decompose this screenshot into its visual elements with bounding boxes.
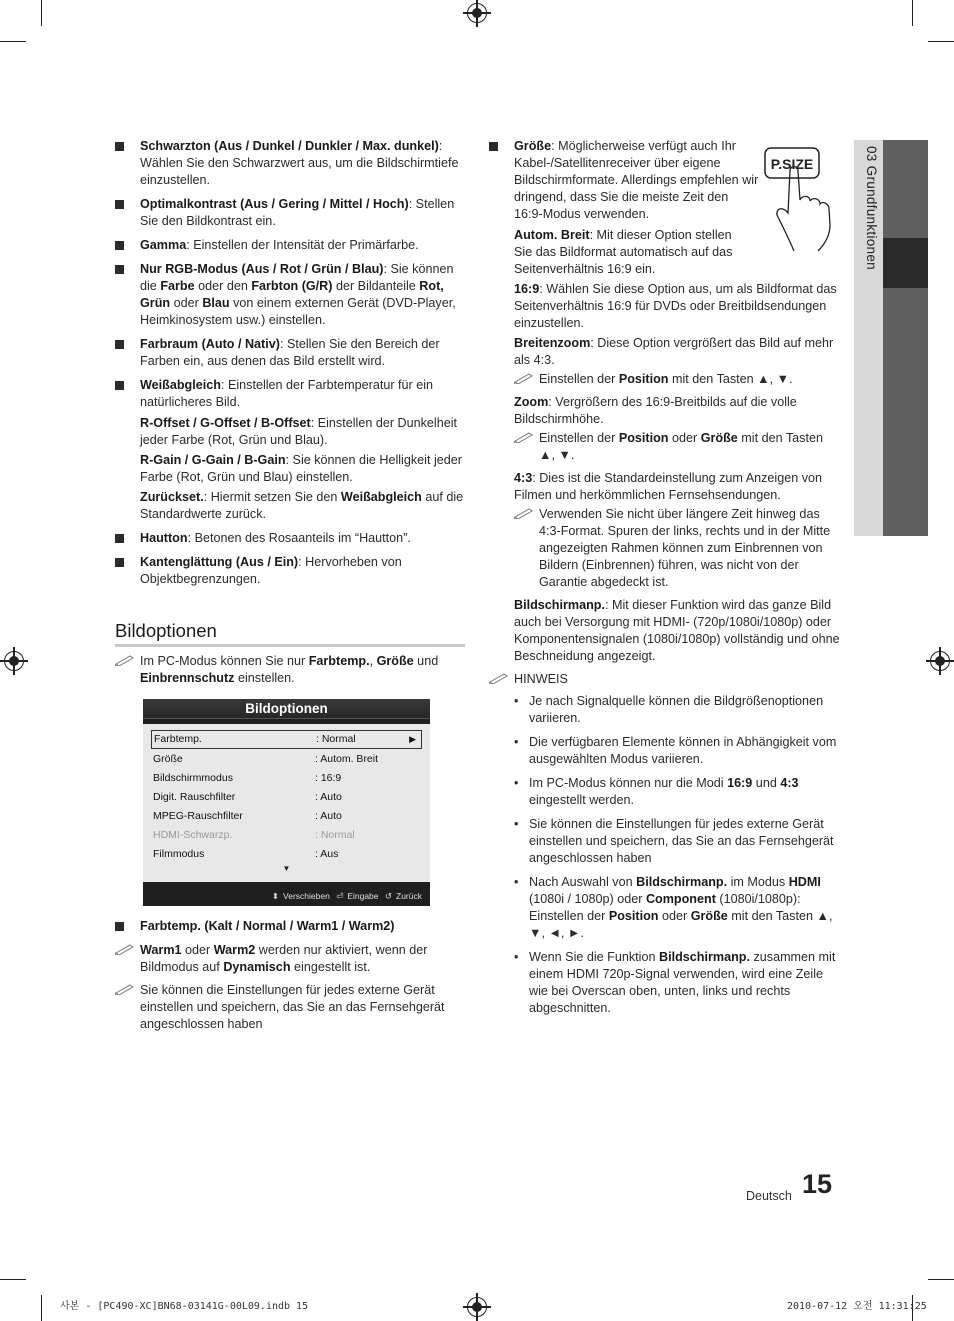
sub-bildschirmanp: Bildschirmanp.: Mit dieser Funktion wird das ganze Bild auch bei Versorgung mit HDMI- (720p/1080i/1080p) oder Komponentensignalen (1080i/1080p) vollständig und ohne Beschneidung angezeigt. [514,598,840,663]
pencil-note-icon [514,431,534,443]
move-icon: ⬍ [271,891,280,901]
scroll-down-icon[interactable]: ▼ [282,864,291,873]
note-breitenzoom: Einstellen der Position mit den Tasten ▲, ▼. [514,371,841,388]
sub-reset: Zurückset.: Hiermit setzen Sie den Weißabgleich auf die Standardwerte zurück. [140,490,464,521]
osd-menu-footer: ⬍ Verschieben ⏎ Eingabe ↺ Zurück [271,891,422,901]
osd-menu-row-bildschirmmodus[interactable]: Bildschirmmodus : 16:9 [153,772,342,784]
bullet-groesse: Größe: Möglicherweise verfügt auch Ihr Kabel-/Satellitenreceiver über eigene Bildschirmformate. Allerdings empfehlen wir dringend, dass Sie die meiste Zeit den 16:9-Modus verwenden. [489,138,759,223]
pencil-note-icon [115,983,135,995]
return-icon: ↺ [384,891,393,901]
pencil-note-icon [115,654,135,666]
sub-zoom: Zoom: Vergrößern des 16:9-Breitbilds auf die volle Bildschirmhöhe. [514,395,797,426]
chapter-tab-dark [883,140,928,536]
pencil-note-icon [514,372,534,384]
osd-menu-row-filmmodus[interactable]: Filmmodus : Aus [153,848,339,860]
hinweis-item: • Wenn Sie die Funktion Bildschirmanp. zusammen mit einem HDMI 720p-Signal verwenden, wird eine Zeile wie bei Overscan oben, unten, links und rechts abgeschnitten. [489,949,841,1017]
osd-menu-row-groesse[interactable]: Größe : Autom. Breit [153,753,379,765]
osd-menu-row-digit-rauschfilter[interactable]: Digit. Rauschfilter : Auto [153,791,342,803]
note-4-3: Verwenden Sie nicht über längere Zeit hinweg das 4:3-Format. Spuren der links, rechts und in der Mitte angezeigten Rahmen können zum Einbrennen von Bildern (Einbrennen) führen, was nicht von der Garantie abgedeckt ist. [514,506,841,591]
page-number: 15 [802,1169,833,1199]
print-slug-file: 사본 - [PC490-XC]BN68-03141G-00L09.indb 15 [60,1301,309,1312]
registration-mark-icon [4,651,24,671]
registration-mark-icon [467,3,487,23]
crop-mark [0,1279,26,1280]
registration-mark-icon [467,1297,487,1317]
right-column [489,138,841,1024]
osd-menu [143,699,430,906]
osd-menu-row-mpeg-rauschfilter[interactable]: MPEG-Rauschfilter : Auto [153,810,342,822]
bullet-rgb-modus: Nur RGB-Modus (Aus / Rot / Grün / Blau): Sie können die Farbe oder den Farbton (G/R) der Bildanteile Rot, Grün oder Blau von einem externen Gerät (DVD-Player, Heimkinosystem usw.) einstellen. [115,261,465,329]
print-slug-date: 2010-07-12 오전 11:31:25 [787,1301,927,1312]
crop-mark [928,1279,954,1280]
hinweis-item: • Die verfügbaren Elemente können in Abhängigkeit vom ausgewählten Modus variieren. [489,734,841,768]
note-extern: Sie können die Einstellungen für jedes externe Gerät einstellen und speichern, das Sie an das Fernsehgerät angeschlossen haben [115,982,465,1033]
pencil-note-icon [514,507,534,519]
note-zoom: Einstellen der Position oder Größe mit den Tasten ▲, ▼. [514,430,841,464]
hinweis-item: • Nach Auswahl von Bildschirmanp. im Modus HDMI (1080i / 1080p) oder Component (1080i/1080p): Einstellen der Position oder Größe mit den Tasten ▲, ▼, ◄, ►. [489,874,841,942]
hinweis-item: • Je nach Signalquelle können die Bildgrößenoptionen variieren. [489,693,841,727]
osd-menu-row-farbtemp[interactable]: Farbtemp. : Normal ▶ [151,730,422,749]
arrow-right-icon: ▶ [409,734,416,744]
bullet-farbtemp: Farbtemp. (Kalt / Normal / Warm1 / Warm2) [115,918,465,935]
note-pc-modus: Im PC-Modus können Sie nur Farbtemp., Größe und Einbrennschutz einstellen. [115,653,465,687]
osd-menu-body [143,724,430,882]
bullet-schwarzton: Schwarzton (Aus / Dunkel / Dunkler / Max. dunkel): Wählen Sie den Schwarzwert aus, um die Bildschirmtiefe einzustellen. [115,138,465,189]
sub-16-9: 16:9: Wählen Sie diese Option aus, um als Bildformat das Seitenverhältnis 16:9 für DVDs oder Breitbildsendungen einzustellen. [514,282,837,330]
section-title: Bildoptionen [115,622,465,647]
chapter-tab-marker [883,238,928,288]
hinweis-item: • Im PC-Modus können nur die Modi 16:9 und 4:3 eingestellt werden. [489,775,841,809]
sub-offset: R-Offset / G-Offset / B-Offset: Einstellen der Dunkelheit jeder Farbe (Rot, Grün und Blau). [140,416,458,447]
chapter-tab-label: 03 Grundfunktionen [864,146,879,270]
left-column [115,138,465,1039]
osd-menu-row-hdmi-schwarzp: HDMI-Schwarzp. : Normal [153,829,355,841]
enter-icon: ⏎ [336,891,344,901]
svg-text:P.SIZE: P.SIZE [770,156,814,172]
crop-mark [0,41,26,42]
bullet-farbraum: Farbraum (Auto / Nativ): Stellen Sie den Bereich der Farben ein, aus denen das Bild erstellt wird. [115,336,465,370]
registration-mark-icon [930,651,950,671]
note-warm: Warm1 oder Warm2 werden nur aktiviert, wenn der Bildmodus auf Dynamisch eingestellt ist. [115,942,465,976]
sub-gain: R-Gain / G-Gain / B-Gain: Sie können die Helligkeit jeder Farbe (Rot, Grün und Blau) einstellen. [140,453,462,484]
footer-language: Deutsch [746,1189,792,1203]
note-hinweis: HINWEIS [489,671,841,688]
crop-mark [41,0,42,26]
pencil-note-icon [115,943,135,955]
crop-mark [928,41,954,42]
hinweis-item: • Sie können die Einstellungen für jedes externe Gerät einstellen und speichern, das Sie an das Fernsehgerät angeschlossen haben [489,816,841,867]
pencil-note-icon [489,672,509,684]
crop-mark [912,0,913,26]
sub-4-3: 4:3: Dies ist die Standardeinstellung zum Anzeigen von Filmen und herkömmlichen Fernsehsendungen. [514,471,823,502]
sub-breitenzoom: Breitenzoom: Diese Option vergrößert das Bild auf mehr als 4:3. [514,336,834,367]
bullet-weissabgleich: Weißabgleich: Einstellen der Farbtemperatur für ein natürlicheres Bild. [115,377,465,411]
bullet-hautton: Hautton: Betonen des Rosaanteils im “Hautton”. [115,530,465,547]
bullet-optimalkontrast: Optimalkontrast (Aus / Gering / Mittel / Hoch): Stellen Sie den Bildkontrast ein. [115,196,465,230]
bullet-gamma: Gamma: Einstellen der Intensität der Primärfarbe. [115,237,465,254]
crop-mark [41,1295,42,1321]
osd-menu-title: Bildoptionen [143,699,430,719]
bullet-kantenglaettung: Kantenglättung (Aus / Ein): Hervorheben von Objektbegrenzungen. [115,554,465,588]
sub-autom-breit: Autom. Breit: Mit dieser Option stellen Sie das Bildformat automatisch auf das Seitenverhältnis 16:9 ein. [514,228,733,276]
